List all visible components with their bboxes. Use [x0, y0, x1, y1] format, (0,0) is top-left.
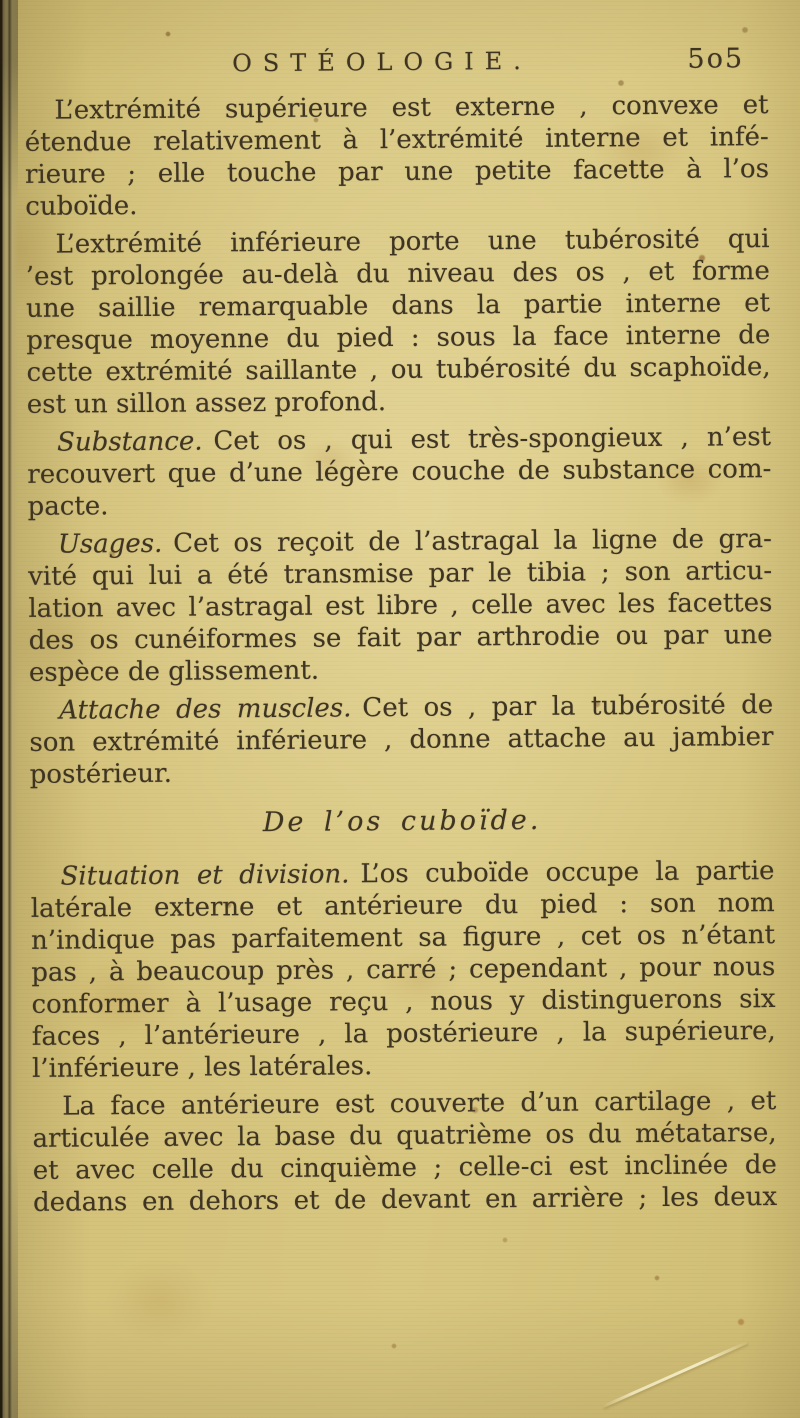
line-text: L’os cuboïde occupe la partie [360, 856, 775, 890]
paragraph [29, 689, 774, 791]
text-line: pas , à beaucoup près , carré ; cependant , pour nous [31, 952, 776, 988]
text-line: son extrémité inférieure , donne attache au jambier [29, 722, 774, 758]
text-line: cette extrémité saillante , ou tubérosité du scaphoïde, [26, 352, 771, 388]
paragraph [28, 523, 773, 689]
text-line: vité qui lui a été transmise par le tibia ; son articu- [28, 556, 773, 592]
paragraph [24, 89, 769, 223]
text-line: postérieur. [29, 758, 173, 790]
paragraph-lead: Substance. [56, 426, 203, 458]
text-line: est un sillon assez profond. [26, 387, 387, 420]
text-line: pacte. [27, 491, 109, 522]
text-line: étendue relativement à l’extrémité interne et infé- [24, 122, 769, 158]
line-text: Cet os reçoit de l’astragal la ligne de gra- [173, 524, 773, 559]
text-line: rieure ; elle touche par une petite facette à l’os [24, 154, 770, 190]
paragraph-lead: Situation et division. [60, 859, 350, 892]
text-line: n’indique pas parfaitement sa figure , cet os n’étant [30, 920, 776, 956]
text-line: conformer à l’usage reçu , nous y distinguerons six [31, 984, 776, 1020]
text-line: ’est prolongée au-delà du niveau des os , et forme [25, 256, 770, 292]
paragraph-lead: Usages. [57, 528, 163, 560]
text-line: et avec celle du cinquième ; celle-ci est inclinée de [32, 1150, 777, 1186]
paragraph [32, 1085, 777, 1219]
text-line: l’inférieure , les latérales. [31, 1051, 373, 1084]
text-line: latérale externe et antérieure du pied : son nom [30, 888, 775, 924]
text-line: une saillie remarquable dans la partie interne et [25, 288, 771, 324]
text-line: lation avec l’astragal est libre , celle avec les facettes [28, 588, 773, 624]
paragraph [30, 855, 776, 1085]
text-line: cuboïde. [25, 191, 138, 222]
text-line: La face antérieure est couverte d’un cartilage , et [62, 1086, 777, 1122]
text-line: dedans en dehors et de devant en arrière ; les deux [32, 1182, 778, 1218]
paragraph [27, 421, 772, 523]
text-line: articulée avec la base du quatrième os du métatarse, [32, 1118, 777, 1154]
text-line: presque moyenne du pied : sous la face interne de [26, 320, 771, 356]
section-heading: De l’os cuboïde. [262, 804, 542, 839]
book-gutter-edge [0, 0, 18, 1418]
text-line: recouvert que d’une légère couche de substance com- [27, 454, 772, 490]
line-text: Cet os , par la tubérosité de [362, 690, 774, 724]
text-line: L’extrémité inférieure porte une tubérosité qui [55, 224, 770, 260]
text-line: espèce de glissement. [28, 655, 320, 688]
page-header [24, 43, 768, 83]
paragraph-lead: Attache des muscles. [59, 693, 352, 726]
running-title: OSTÉOLOGIE. [232, 46, 532, 78]
text-line: faces , l’antérieure , la postérieure , la supérieure, [31, 1016, 776, 1052]
line-text: Cet os , qui est très-spongieux , n’est [213, 422, 772, 457]
page-content [24, 43, 777, 1225]
paragraph [25, 223, 770, 421]
scratch-mark [602, 1341, 748, 1408]
text-line: des os cunéiformes se fait par arthrodie ou par une [28, 620, 773, 656]
page-number: 5o5 [687, 43, 745, 75]
text-line: L’extrémité supérieure est externe , convexe et [54, 90, 769, 126]
